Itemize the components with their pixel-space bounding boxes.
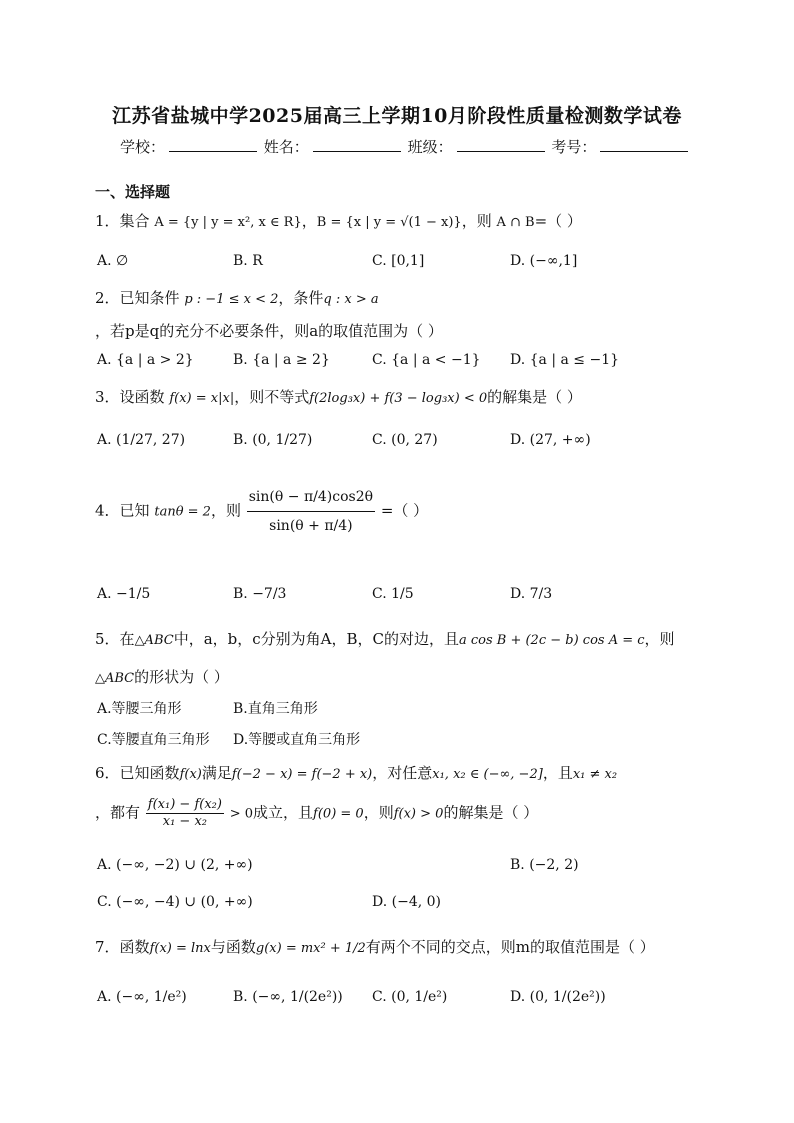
school-label: 学校： [120, 138, 166, 156]
q5-triangle-2: △ABC [95, 671, 135, 686]
q6-fraction-denominator: x₁ − x₂ [162, 814, 207, 829]
q2-cond-p: p : −1 ≤ x < 2 [184, 292, 279, 307]
q6-fpos: f(x) > 0 [393, 806, 444, 822]
q4-option-b[interactable]: B. −7/3 [233, 586, 287, 602]
q3-option-a[interactable]: A. (1/27, 27) [97, 432, 186, 448]
q6-text-d: ，且 [542, 764, 573, 782]
q6-option-d[interactable]: D. (−4, 0) [372, 894, 441, 910]
q2-option-c[interactable]: C. {a | a < −1} [372, 352, 481, 368]
q6-option-b[interactable]: B. (−2, 2) [510, 857, 579, 873]
q5-number: 5． [95, 630, 120, 648]
q7-option-c[interactable]: C. (0, 1/e²) [372, 989, 448, 1005]
name-blank [313, 139, 401, 152]
q3-number: 3． [95, 388, 120, 406]
q1-set-a: A = {y | y = x², x ∈ R} [154, 215, 302, 230]
q5-text: 在 [119, 630, 135, 648]
q1-set-b: B = {x | y = √(1 − x)} [316, 215, 462, 230]
q4-text-c: =（ ） [380, 501, 429, 520]
question-6 [95, 762, 617, 783]
name-label: 姓名： [263, 138, 309, 156]
q4-option-c[interactable]: C. 1/5 [372, 586, 414, 602]
q5-option-b[interactable]: B.直角三角形 [233, 701, 318, 717]
q5-triangle: △ABC [134, 633, 174, 648]
q4-text: 已知 [119, 501, 150, 520]
question-1 [95, 210, 582, 231]
q6-line-2 [95, 797, 538, 830]
q3-option-c[interactable]: C. (0, 27) [372, 432, 438, 448]
q7-text: 函数 [119, 938, 150, 956]
q6-option-a[interactable]: A. (−∞, −2) ∪ (2, +∞) [97, 857, 253, 873]
q1-number: 1． [95, 212, 120, 230]
q4-condition: tanθ = 2 [154, 504, 211, 520]
q6-fraction-numerator: f(x₁) − f(x₂) [147, 797, 222, 812]
q7-g: g(x) = mx² + 1/2 [255, 941, 366, 956]
q6-line-2-c: ，则 [363, 803, 394, 822]
q3-text: 设函数 [119, 388, 165, 406]
question-3 [95, 386, 582, 407]
q5-option-a[interactable]: A.等腰三角形 [97, 701, 182, 717]
q6-domain: x₁, x₂ ∈ (−∞, −2] [432, 767, 543, 782]
q3-text-b: ，则不等式 [234, 388, 310, 406]
q4-text-b: ，则 [210, 501, 241, 520]
q6-option-c[interactable]: C. (−∞, −4) ∪ (0, +∞) [97, 894, 253, 910]
q1-text-b: ，则 [461, 212, 492, 230]
q5-text-b: 中，a，b，c分别为角A，B，C的对边，且 [173, 630, 459, 648]
q2-line-2: ，若p是q的充分不必要条件，则a的取值范围为（ ） [95, 322, 443, 340]
q7-option-a[interactable]: A. (−∞, 1/e²) [97, 989, 187, 1005]
q7-text-b: 与函数 [210, 938, 256, 956]
q1-option-d[interactable]: D. (−∞,1] [510, 253, 578, 269]
q2-option-a[interactable]: A. {a | a > 2} [97, 352, 194, 368]
q7-f: f(x) = lnx [149, 941, 211, 956]
q3-text-c: 的解集是（ ） [487, 388, 582, 406]
question-5 [95, 628, 675, 649]
q1-expr: A ∩ B [496, 215, 535, 230]
q4-option-a[interactable]: A. −1/5 [97, 586, 151, 602]
q6-text: 已知函数 [119, 764, 180, 782]
q6-number: 6． [95, 764, 120, 782]
q7-option-d[interactable]: D. (0, 1/(2e²)) [510, 989, 606, 1005]
q4-fraction [247, 483, 375, 540]
q2-number: 2． [95, 289, 120, 307]
q7-text-c: 有两个不同的交点，则m的取值范围是（ ） [365, 938, 655, 956]
q5-line-2-text: 的形状为（ ） [134, 668, 229, 686]
q6-text-c: ，对任意 [372, 764, 433, 782]
student-info-line [120, 136, 690, 157]
q1-sep: ， [301, 212, 317, 230]
class-blank [457, 139, 545, 152]
q3-option-b[interactable]: B. (0, 1/27) [233, 432, 313, 448]
q2-option-b[interactable]: B. {a | a ≥ 2} [233, 352, 330, 368]
q6-neq: x₁ ≠ x₂ [572, 767, 618, 782]
q5-option-c[interactable]: C.等腰直角三角形 [97, 732, 210, 748]
q5-option-d[interactable]: D.等腰或直角三角形 [233, 732, 361, 748]
q4-fraction-numerator: sin(θ − π/4)cos2θ [247, 483, 375, 512]
exam-number-label: 考号： [551, 138, 597, 156]
q2-cond-q: q : x > a [323, 292, 379, 307]
q1-text-c: =（ ） [534, 212, 582, 230]
q1-text: 集合 [119, 212, 150, 230]
q3-func: f(x) = x|x| [169, 391, 235, 406]
q4-fraction-denominator: sin(θ + π/4) [269, 518, 353, 534]
exam-number-blank [600, 139, 688, 152]
q2-text: 已知条件 [119, 289, 180, 307]
class-label: 班级： [407, 138, 453, 156]
q6-line-2-a: ，都有 [95, 803, 141, 822]
q6-f0: f(0) = 0 [313, 806, 364, 822]
q6-fraction [146, 797, 224, 830]
q2-option-d[interactable]: D. {a | a ≤ −1} [510, 352, 620, 368]
q6-line-2-b: 成立，且 [253, 803, 314, 822]
school-blank [169, 139, 257, 152]
q5-text-c: ，则 [644, 630, 675, 648]
section-heading: 一、选择题 [95, 183, 171, 201]
q6-fx: f(x) [179, 767, 202, 782]
q3-option-d[interactable]: D. (27, +∞) [510, 432, 591, 448]
q1-option-c[interactable]: C. [0,1] [372, 253, 425, 269]
q6-text-b: 满足 [201, 764, 232, 782]
q7-option-b[interactable]: B. (−∞, 1/(2e²)) [233, 989, 343, 1005]
q5-line-2 [95, 666, 229, 687]
q4-option-d[interactable]: D. 7/3 [510, 586, 553, 602]
q6-equation: f(−2 − x) = f(−2 + x) [231, 767, 373, 782]
question-2 [95, 287, 379, 308]
page-title: 江苏省盐城中学2025届高三上学期10月阶段性质量检测数学试卷 [112, 105, 682, 127]
question-4 [95, 483, 428, 540]
q6-gt: > 0 [229, 806, 254, 822]
q5-equation: a cos B + (2c − b) cos A = c [458, 633, 645, 648]
q4-number: 4． [95, 501, 120, 520]
question-7 [95, 936, 655, 957]
q7-number: 7． [95, 938, 120, 956]
q2-text-b: ，条件 [278, 289, 324, 307]
q6-line-2-d: 的解集是（ ） [443, 803, 539, 822]
q1-option-a[interactable]: A. ∅ [97, 253, 129, 269]
q3-inequality: f(2log₃x) + f(3 − log₃x) < 0 [309, 391, 488, 406]
q1-option-b[interactable]: B. R [233, 253, 263, 269]
